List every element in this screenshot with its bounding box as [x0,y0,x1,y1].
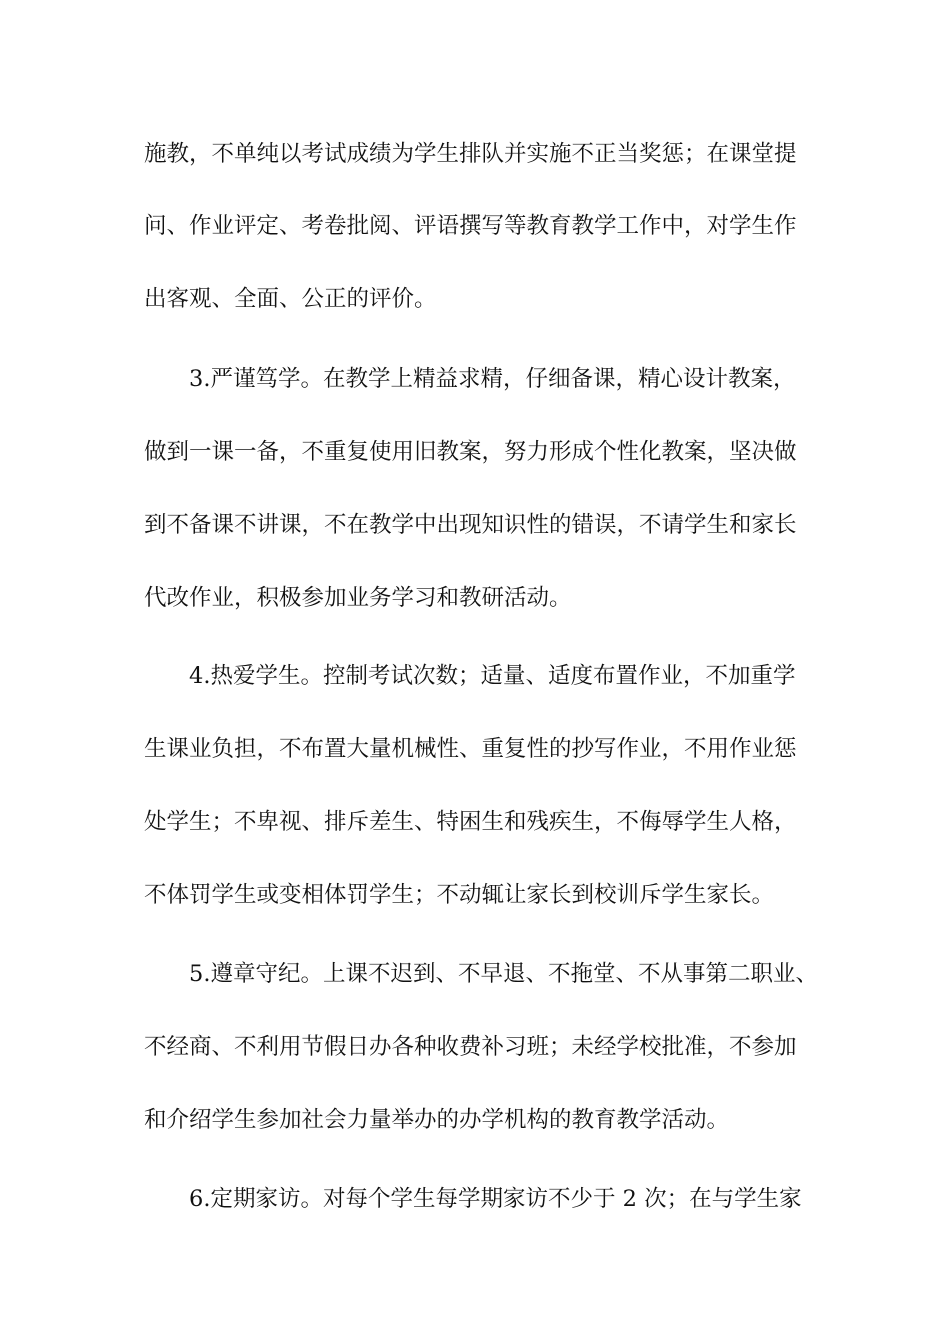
section-4-first-line: 4.热爱学生。控制考试次数；适量、适度布置作业，不加重学 [189,663,796,689]
paragraph-line: 不经商、不利用节假日办各种收费补习班；未经学校批准，不参加 [144,1034,797,1060]
paragraph-line: 问、作业评定、考卷批阅、评语撰写等教育教学工作中，对学生作 [144,213,797,239]
paragraph-line: 施教，不单纯以考试成绩为学生排队并实施不正当奖惩；在课堂提 [144,141,797,167]
section-6-first-line: 6.定期家访。对每个学生每学期家访不少于 2 次；在与学生家 [189,1186,802,1212]
paragraph-line: 处学生；不卑视、排斥差生、特困生和残疾生，不侮辱学生人格， [144,809,797,835]
paragraph-line: 出客观、全面、公正的评价。 [144,286,437,312]
section-3-first-line: 3.严谨笃学。在教学上精益求精，仔细备课，精心设计教案， [189,366,796,392]
section-5-first-line: 5.遵章守纪。上课不迟到、不早退、不拖堂、不从事第二职业、 [189,961,818,987]
paragraph-line: 不体罚学生或变相体罚学生；不动辄让家长到校训斥学生家长。 [144,882,775,908]
paragraph-line: 做到一课一备，不重复使用旧教案，努力形成个性化教案，坚决做 [144,439,797,465]
paragraph-line: 生课业负担，不布置大量机械性、重复性的抄写作业，不用作业惩 [144,736,797,762]
paragraph-line: 到不备课不讲课，不在教学中出现知识性的错误，不请学生和家长 [144,512,797,538]
paragraph-line: 代改作业，积极参加业务学习和教研活动。 [144,585,572,611]
paragraph-line: 和介绍学生参加社会力量举办的办学机构的教育教学活动。 [144,1107,730,1133]
